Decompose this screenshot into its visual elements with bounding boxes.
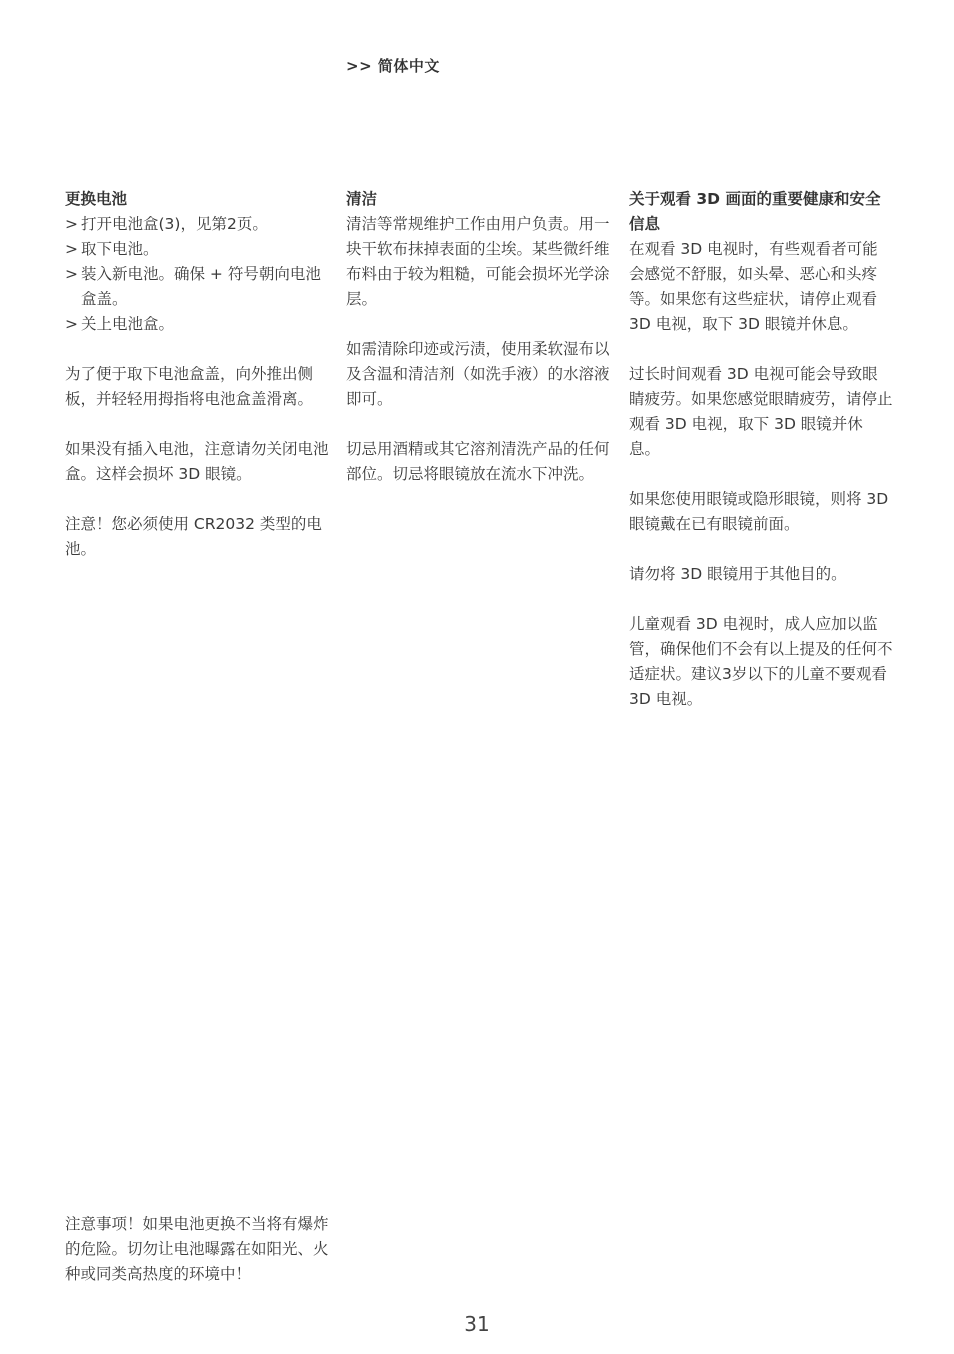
step-text: 打开电池盒(3)，见第2页。 [81,215,268,233]
language-header: >> 简体中文 [346,57,440,75]
battery-cover-paragraph: 为了便于取下电池盒盖，向外推出侧板，并轻轻用拇指将电池盒盖滑离。 [65,365,314,408]
battery-replacement-section [65,187,329,562]
cleaning-paragraph-1: 清洁等常规维护工作由用户负责。用一块干软布抹掉表面的尘埃。某些微纤维布料由于较为粗糙，可能会损坏光学涂层。 [346,215,610,308]
cleaning-paragraph-2: 如需清除印迹或污渍，使用柔软湿布以及含温和清洁剂（如洗手液）的水溶液即可。 [346,340,610,408]
health-paragraph-4: 请勿将 3D 眼镜用于其他目的。 [629,565,847,583]
health-paragraph-5: 儿童观看 3D 电视时，成人应加以监管，确保他们不会有以上提及的任何不适症状。建议3岁以下的儿童不要观看 3D 电视。 [629,615,893,708]
step-text: 装入新电池。确保 + 符号朝向电池盒盖。 [81,265,321,308]
health-paragraph-1: 在观看 3D 电视时，有些观看者可能会感觉不舒服，如头晕、恶心和头疼等。如果您有这些症状，请停止观看 3D 电视，取下 3D 眼镜并休息。 [629,240,878,333]
battery-type-notice: 注意！您必须使用 CR2032 类型的电池。 [65,515,322,558]
bullet-marker: > [65,315,78,333]
cleaning-heading: 清洁 [346,190,378,208]
bullet-marker: > [65,265,78,283]
cleaning-section [346,187,610,487]
cleaning-paragraph-3: 切忌用酒精或其它溶剂清洗产品的任何部位。切忌将眼镜放在流水下冲洗。 [346,440,610,483]
bullet-marker: > [65,215,78,233]
battery-missing-paragraph: 如果没有插入电池，注意请勿关闭电池盒。这样会损坏 3D 眼镜。 [65,440,329,483]
health-paragraph-2: 过长时间观看 3D 电视可能会导致眼睛疲劳。如果您感觉眼睛疲劳，请停止观看 3D 电视，取下 3D 眼镜并休息。 [629,365,893,458]
step-text: 取下电池。 [81,240,159,258]
health-safety-section [629,187,893,712]
list-item [65,237,329,262]
bullet-marker: > [65,240,78,258]
health-paragraph-3: 如果您使用眼镜或隐形眼镜，则将 3D 眼镜戴在已有眼镜前面。 [629,490,889,533]
list-item [65,312,329,337]
health-safety-heading: 关于观看 3D 画面的重要健康和安全信息 [629,190,881,233]
page-number: 31 [464,1312,490,1336]
battery-replacement-heading: 更换电池 [65,190,128,208]
list-item [65,262,329,312]
step-text: 关上电池盒。 [81,315,175,333]
battery-warning: 注意事项！如果电池更换不当将有爆炸的危险。切勿让电池曝露在如阳光、火种或同类高热度的环境中！ [65,1215,329,1283]
list-item [65,212,329,237]
battery-steps-list [65,212,329,337]
